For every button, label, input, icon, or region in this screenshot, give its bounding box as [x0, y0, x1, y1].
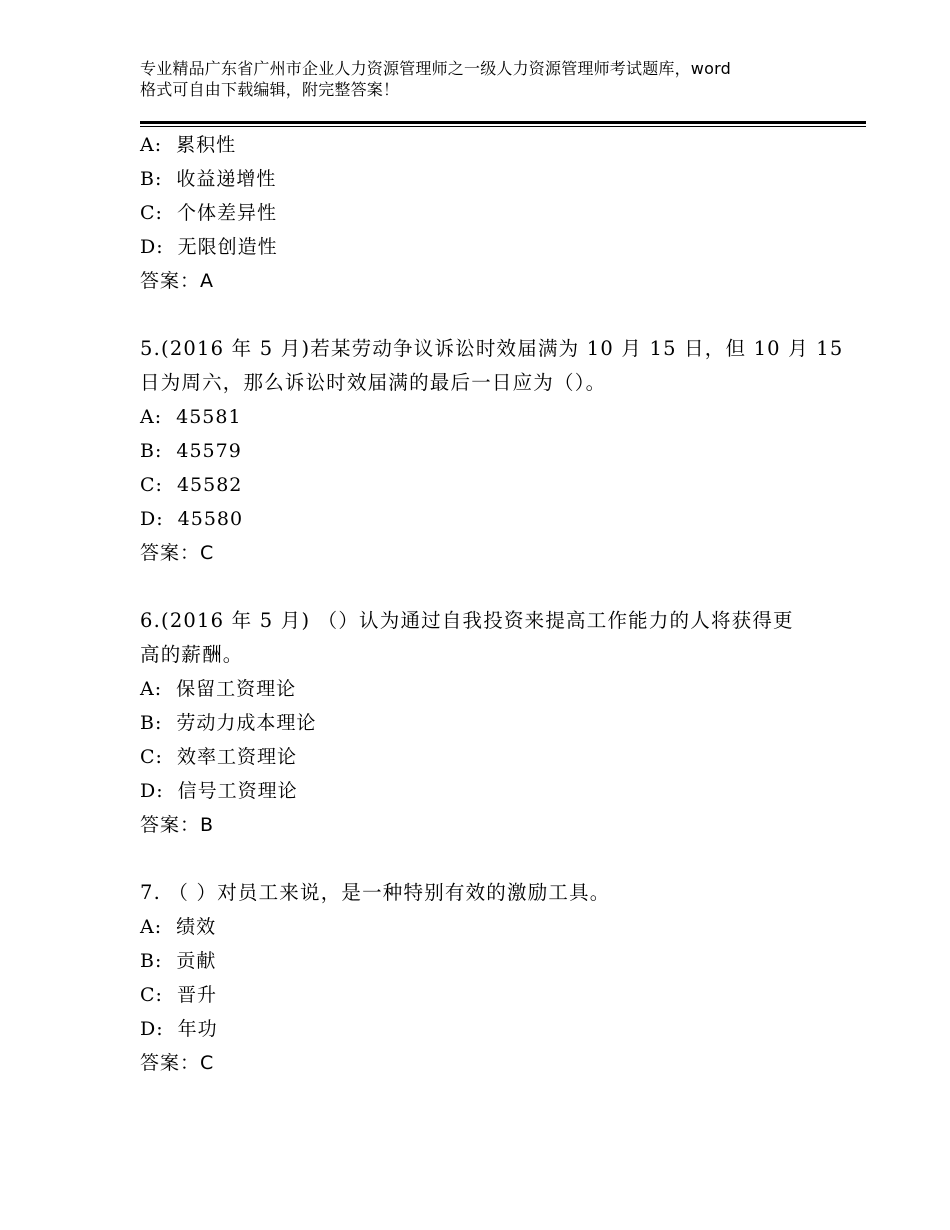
- header-rule-thin: [140, 126, 866, 127]
- question-list: [140, 128, 844, 1080]
- option-text: 保留工资理论: [176, 678, 297, 700]
- option-text: 效率工资理论: [176, 746, 297, 768]
- option-text: 累积性: [176, 134, 237, 156]
- option-d: [140, 1012, 820, 1046]
- header-line-1: 专业精品广东省广州市企业人力资源管理师之一级人力资源管理师考试题库，word: [140, 59, 731, 78]
- option-text: 晋升: [176, 984, 217, 1006]
- answer-line: 答案：A: [140, 270, 214, 292]
- option-letter: D:: [140, 508, 164, 530]
- option-text: 贡献: [176, 950, 217, 972]
- option-d: [140, 774, 820, 808]
- option-letter: B:: [140, 950, 163, 972]
- option-text: 45582: [176, 474, 243, 496]
- question-stem-line-1: 5.(2016 年 5 月)若某劳动争议诉讼时效届满为 10 月 15 日，但 10 月 15: [140, 337, 844, 360]
- option-letter: C:: [140, 474, 163, 496]
- option-b: [140, 944, 820, 978]
- question-7: [140, 876, 820, 1080]
- option-a: [140, 400, 820, 434]
- option-text: 绩效: [176, 916, 217, 938]
- option-text: 45580: [177, 508, 244, 530]
- option-a: [140, 672, 820, 706]
- option-letter: A:: [140, 134, 163, 156]
- option-text: 45581: [176, 406, 242, 428]
- option-c: [140, 196, 820, 230]
- spacer: [140, 298, 820, 332]
- option-a: [140, 910, 820, 944]
- option-text: 无限创造性: [177, 236, 278, 258]
- option-text: 年功: [177, 1018, 218, 1040]
- option-text: 信号工资理论: [177, 780, 298, 802]
- option-letter: D:: [140, 236, 164, 258]
- option-letter: B:: [140, 440, 163, 462]
- option-letter: A:: [140, 406, 163, 428]
- answer-line: 答案：C: [140, 542, 215, 564]
- option-letter: D:: [140, 780, 164, 802]
- option-b: [140, 162, 820, 196]
- spacer: [140, 570, 820, 604]
- option-letter: A:: [140, 678, 163, 700]
- option-letter: C:: [140, 202, 163, 224]
- option-text: 45579: [176, 440, 242, 462]
- header-rule-thick: [140, 121, 866, 124]
- option-letter: C:: [140, 984, 163, 1006]
- option-a: [140, 128, 820, 162]
- option-d: [140, 502, 820, 536]
- question-stem-line-1: 7. （ ）对员工来说，是一种特别有效的激励工具。: [140, 881, 611, 904]
- document-header: [140, 58, 830, 100]
- option-d: [140, 230, 820, 264]
- option-letter: B:: [140, 168, 163, 190]
- option-b: [140, 706, 820, 740]
- option-c: [140, 468, 820, 502]
- option-text: 劳动力成本理论: [176, 712, 317, 734]
- option-letter: B:: [140, 712, 163, 734]
- option-c: [140, 740, 820, 774]
- option-text: 收益递增性: [176, 168, 277, 190]
- option-c: [140, 978, 820, 1012]
- question-5: [140, 332, 844, 570]
- question-6: [140, 604, 820, 842]
- question-stem-line-2: 高的薪酬。: [140, 643, 244, 666]
- option-letter: A:: [140, 916, 163, 938]
- question-stem-line-1: 6.(2016 年 5 月) （）认为通过自我投资来提高工作能力的人将获得更: [140, 609, 794, 632]
- option-b: [140, 434, 820, 468]
- option-text: 个体差异性: [176, 202, 277, 224]
- answer-line: 答案：B: [140, 814, 215, 836]
- question-stem-line-2: 日为周六，那么诉讼时效届满的最后一日应为（）。: [140, 371, 607, 394]
- option-letter: C:: [140, 746, 163, 768]
- question-4: [140, 128, 820, 298]
- option-letter: D:: [140, 1018, 164, 1040]
- header-line-2: 格式可自由下载编辑，附完整答案！: [140, 80, 400, 99]
- answer-line: 答案：C: [140, 1052, 215, 1074]
- spacer: [140, 842, 820, 876]
